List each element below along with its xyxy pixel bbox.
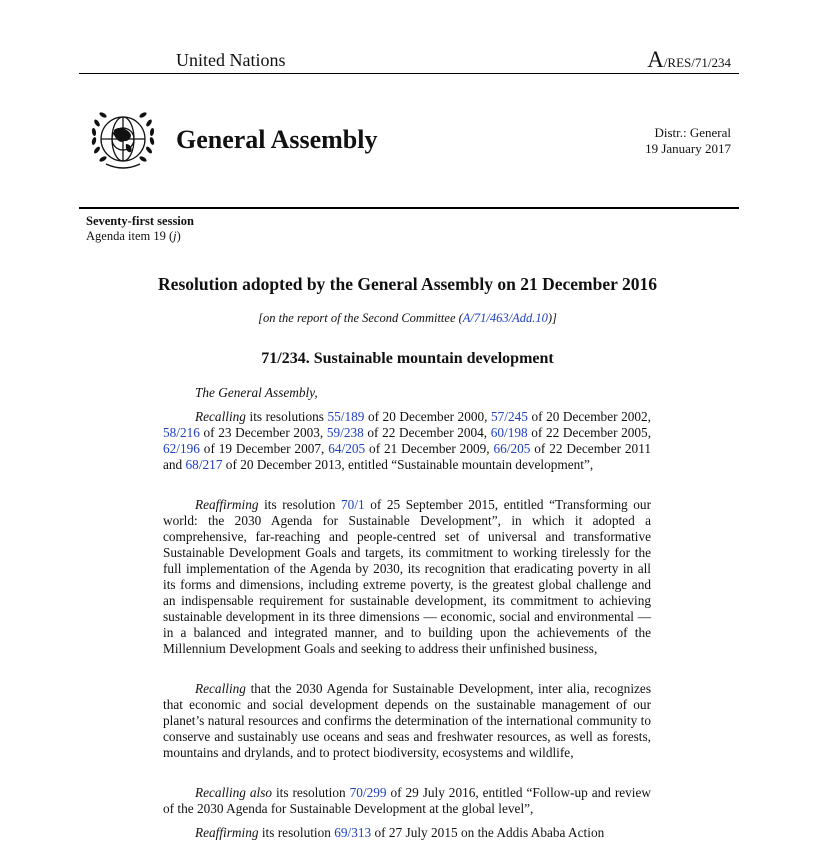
document-date: 19 January 2017: [645, 141, 731, 156]
link-res-70-299[interactable]: 70/299: [349, 785, 387, 800]
link-res-70-1[interactable]: 70/1: [341, 497, 365, 512]
link-res-57-245[interactable]: 57/245: [491, 409, 528, 424]
session-name: Seventy-first session: [86, 214, 194, 228]
link-res-69-313[interactable]: 69/313: [334, 825, 372, 840]
paragraph-recalling-2030-agenda: Recalling that the 2030 Agenda for Sustainable Development, inter alia, recognizes that economic and social development depends on the sustainable management of our planet’s natural resources and confirms the determination of the international community to conserve and sustainably use oceans and seas and freshwater resources, as well as forests, mountains and drylands, and to protect biodiversity, ecosystems and wildlife,: [163, 681, 651, 760]
distribution-label: Distr.: General: [654, 125, 731, 140]
resolution-number-title: 71/234. Sustainable mountain development: [261, 350, 554, 367]
link-res-68-217[interactable]: 68/217: [185, 457, 223, 472]
organization-name: United Nations: [176, 50, 286, 70]
link-res-58-216[interactable]: 58/216: [163, 425, 200, 440]
link-res-66-205[interactable]: 66/205: [493, 441, 531, 456]
header-rule: [79, 73, 739, 74]
un-emblem-icon: [86, 106, 160, 176]
paragraph-reaffirming-69-313: Reaffirming its resolution 69/313 of 27 July 2015 on the Addis Ababa Action: [195, 825, 605, 840]
paragraph-recalling-resolutions: Recalling its resolutions 55/189 of 20 December 2000, 57/245 of 20 December 2002, 58/216 of 23 December 2003, 59/238 of 22 December 2004, 60/198 of 22 December 2005, 62/196 of 19 December 2007, 64/205 of 21 December 2009, 66/205 of 22 December 2011 and 68/217 of 20 December 2013, entitled “Sustainable mountain development”,: [163, 409, 652, 472]
symbol-prefix: A: [647, 47, 664, 72]
link-res-62-196[interactable]: 62/196: [163, 441, 200, 456]
masthead-rule: [79, 207, 739, 209]
link-res-55-189[interactable]: 55/189: [327, 409, 365, 424]
link-res-64-205[interactable]: 64/205: [328, 441, 366, 456]
agenda-item: Agenda item 19 (j): [86, 229, 181, 243]
session-info: [86, 214, 194, 244]
document-symbol: [647, 47, 731, 73]
paragraph-recalling-70-299: Recalling also its resolution 70/299 of 29 July 2016, entitled “Follow-up and review of the 2030 Agenda for Sustainable Development at the global level”,: [163, 785, 652, 816]
assembly-title: General Assembly: [176, 125, 378, 154]
distribution-block: [645, 125, 731, 157]
symbol-rest: /RES/71/234: [663, 55, 731, 70]
resolution-title: Resolution adopted by the General Assembly on 21 December 2016: [158, 274, 657, 294]
link-res-59-238[interactable]: 59/238: [326, 425, 364, 440]
report-link[interactable]: A/71/463/Add.10: [462, 311, 548, 325]
paragraph-opening: The General Assembly,: [195, 385, 318, 400]
paragraph-reaffirming-70-1: Reaffirming its resolution 70/1 of 25 September 2015, entitled “Transforming our world: the 2030 Agenda for Sustainable Development”, in which it adopted a comprehensive, far-reaching and people-centred set of universal and transformative Sustainable Development Goals and targets, its commitment to working tirelessly for the full implementation of the Agenda by 2030, its recognition that eradicating poverty in all its forms and dimensions, including extreme poverty, is the greatest global challenge and an indispensable requirement for sustainable development, its commitment to achieving sustainable development in its three dimensions — economic, social and environmental — in a balanced and integrated manner, and to building upon the achievements of the Millennium Development Goals and seeking to address their unfinished business,: [163, 497, 652, 656]
committee-report-note: [on the report of the Second Committee (A/71/463/Add.10)]: [258, 311, 557, 325]
link-res-60-198[interactable]: 60/198: [490, 425, 528, 440]
